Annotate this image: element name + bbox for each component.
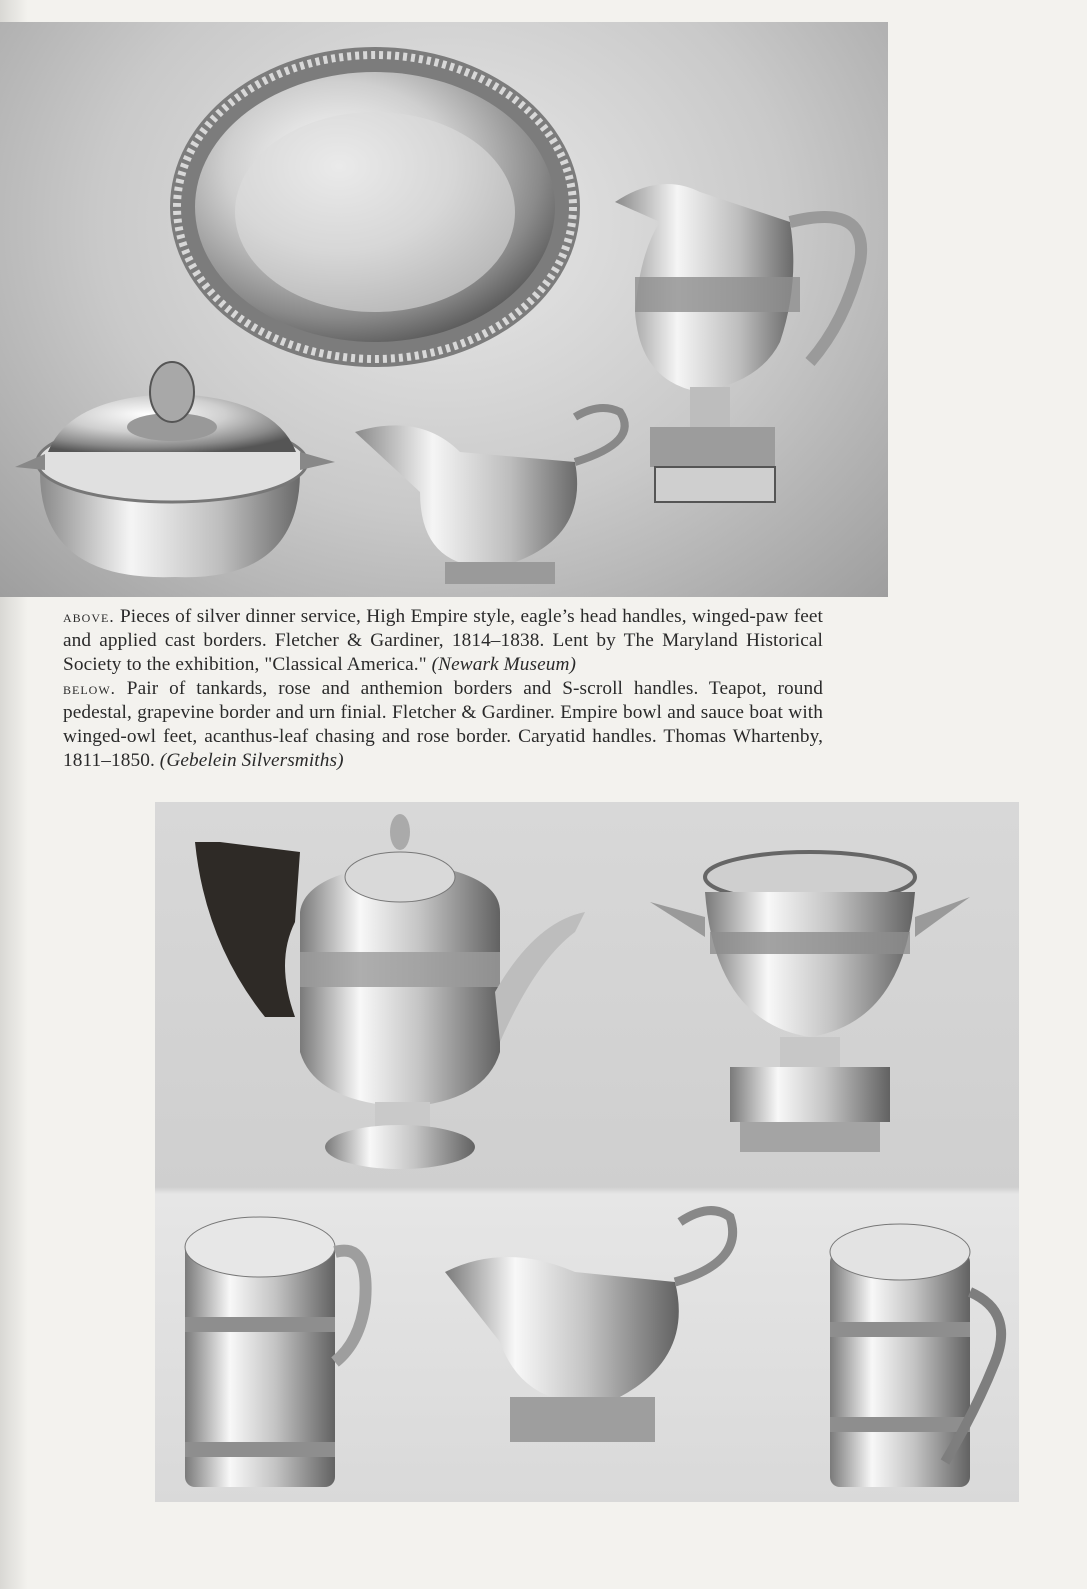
- sauce-boat: [355, 408, 625, 584]
- caption-above-label: above.: [63, 607, 115, 626]
- urn-bowl: [650, 852, 970, 1152]
- tankard-left: [185, 1217, 366, 1487]
- caption: [63, 605, 823, 773]
- caption-below: [63, 677, 823, 773]
- covered-dish: [15, 362, 335, 577]
- photo-dinner-service: [0, 22, 888, 597]
- oval-tray: [170, 47, 580, 367]
- caption-below-text: Pair of tankards, rose and anthemion borders and S-scroll handles. Teapot, round pedestal, grapevine border and urn finial. Fletcher & Gardiner. Empire bowl and sauce boat with winged-owl feet, acanthus-leaf chasing and rose border. Caryatid handles. Thomas Whartenby, 1811–1850.: [63, 678, 823, 771]
- teapot: [195, 814, 585, 1169]
- eagle-handle-pitcher: [615, 184, 861, 502]
- caption-below-label: below.: [63, 679, 116, 698]
- caption-above-text: Pieces of silver dinner service, High Empire style, eagle’s head handles, winged-paw feet and applied cast borders. Fletcher & Gardiner, 1814–1838. Lent by The Maryland Historical Society to the exhibition, "Classical America.": [63, 606, 823, 675]
- caption-above: [63, 605, 823, 677]
- sauce-boat-owl-feet: [445, 1211, 733, 1442]
- photo-tankards-teapot: [155, 802, 1019, 1502]
- tankard-right: [830, 1224, 1001, 1487]
- caption-below-credit: (Gebelein Silversmiths): [159, 750, 344, 771]
- caption-above-credit: (Newark Museum): [431, 654, 577, 675]
